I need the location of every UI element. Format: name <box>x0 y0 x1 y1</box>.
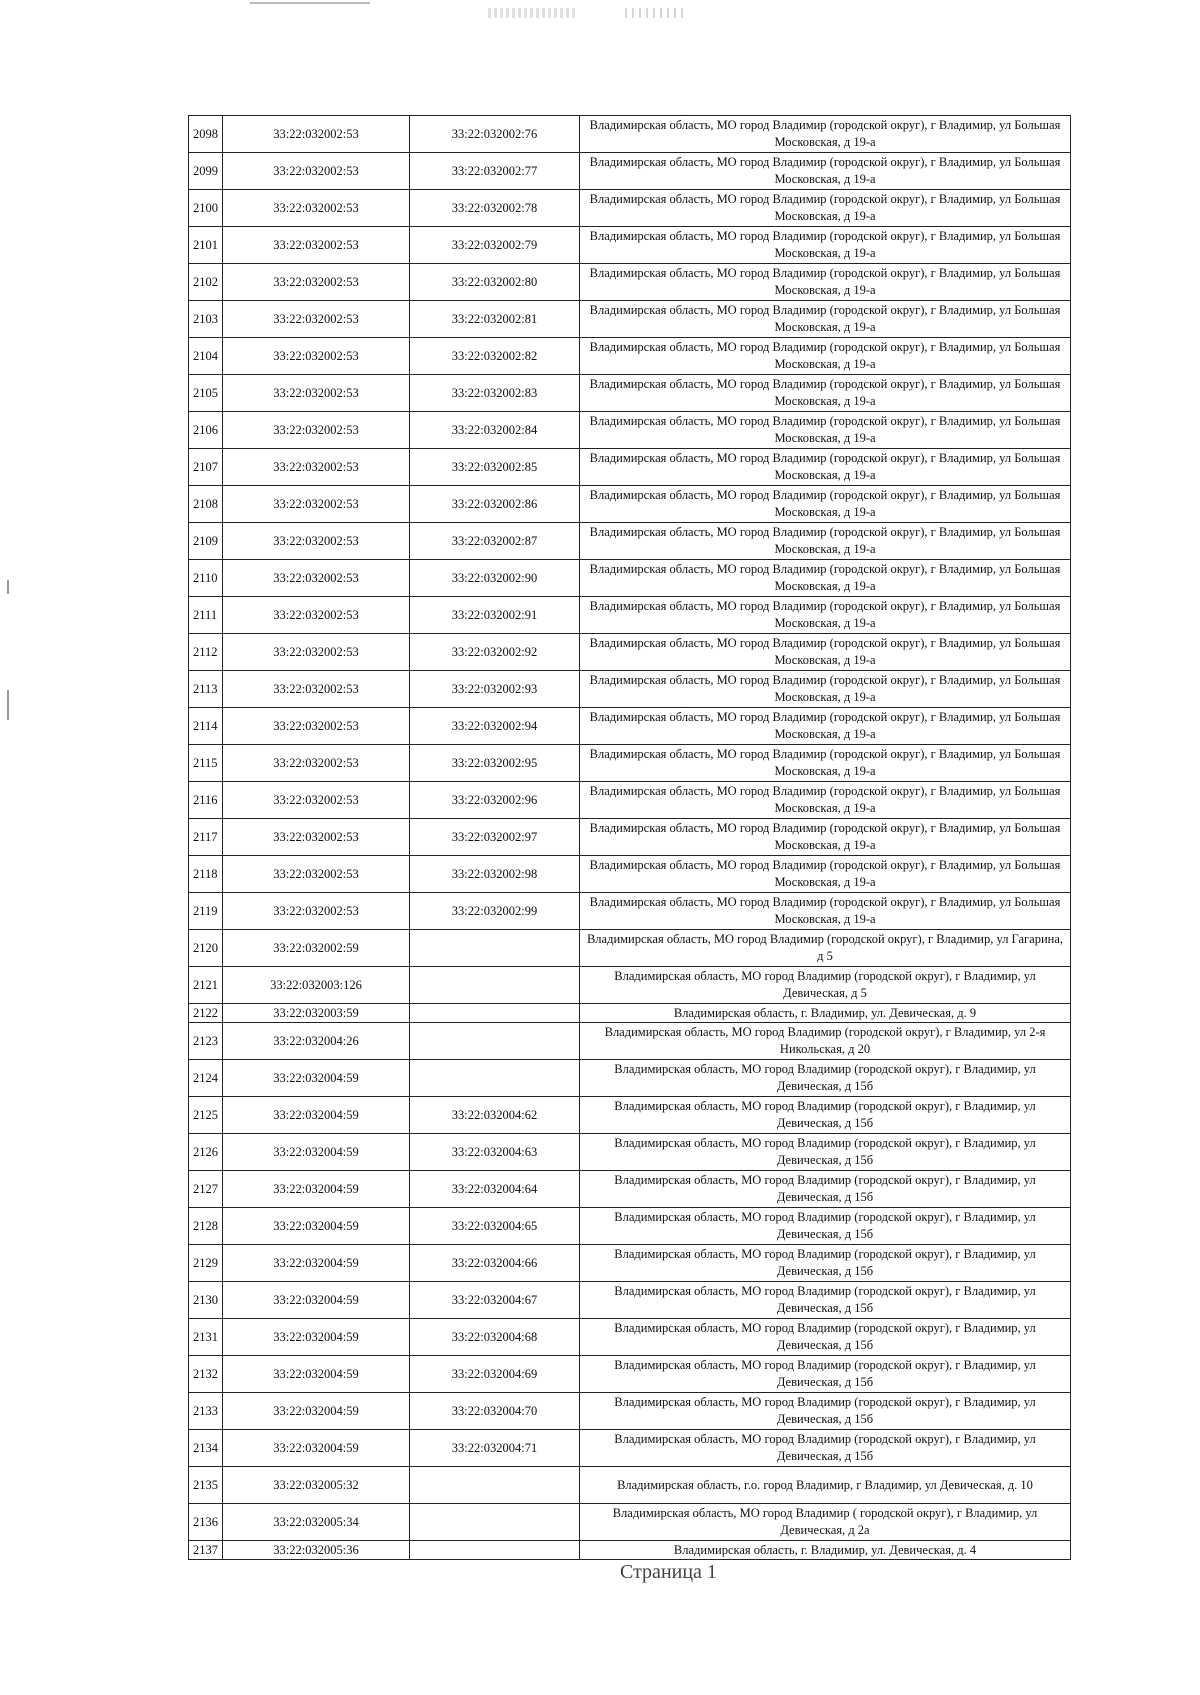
child-cadastral-number: 33:22:032004:71 <box>410 1430 580 1467</box>
table-row <box>189 190 1071 227</box>
row-number: 2133 <box>189 1393 223 1430</box>
table-row <box>189 1282 1071 1319</box>
parent-cadastral-number: 33:22:032002:53 <box>223 375 410 412</box>
row-number: 2120 <box>189 930 223 967</box>
row-number: 2113 <box>189 671 223 708</box>
address-cell: Владимирская область, МО город Владимир (городской округ), г Владимир, ул Большая Московская, д 19-а <box>580 375 1071 412</box>
scan-artifact <box>250 2 370 4</box>
scan-artifact <box>488 8 578 18</box>
table-row <box>189 1004 1071 1023</box>
table-row <box>189 745 1071 782</box>
table-row <box>189 1541 1071 1560</box>
address-cell: Владимирская область, МО город Владимир (городской округ), г Владимир, ул Большая Московская, д 19-а <box>580 264 1071 301</box>
address-cell: Владимирская область, МО город Владимир (городской округ), г Владимир, ул Девическая, д 15б <box>580 1282 1071 1319</box>
child-cadastral-number <box>410 1541 580 1560</box>
parent-cadastral-number: 33:22:032002:53 <box>223 449 410 486</box>
row-number: 2099 <box>189 153 223 190</box>
table-row <box>189 116 1071 153</box>
table-row <box>189 1430 1071 1467</box>
parent-cadastral-number: 33:22:032004:59 <box>223 1245 410 1282</box>
row-number: 2125 <box>189 1097 223 1134</box>
table-row <box>189 1134 1071 1171</box>
child-cadastral-number: 33:22:032002:97 <box>410 819 580 856</box>
address-cell: Владимирская область, МО город Владимир (городской округ), г Владимир, ул Большая Московская, д 19-а <box>580 708 1071 745</box>
child-cadastral-number: 33:22:032002:90 <box>410 560 580 597</box>
parent-cadastral-number: 33:22:032004:59 <box>223 1134 410 1171</box>
table-row <box>189 1097 1071 1134</box>
table-row <box>189 1356 1071 1393</box>
child-cadastral-number <box>410 1467 580 1504</box>
row-number: 2129 <box>189 1245 223 1282</box>
address-cell: Владимирская область, МО город Владимир (городской округ), г Владимир, ул Большая Московская, д 19-а <box>580 782 1071 819</box>
row-number: 2114 <box>189 708 223 745</box>
child-cadastral-number: 33:22:032004:64 <box>410 1171 580 1208</box>
parent-cadastral-number: 33:22:032002:53 <box>223 560 410 597</box>
address-cell: Владимирская область, МО город Владимир (городской округ), г Владимир, ул Девическая, д 15б <box>580 1356 1071 1393</box>
address-cell: Владимирская область, МО город Владимир (городской округ), г Владимир, ул Гагарина, д 5 <box>580 930 1071 967</box>
parent-cadastral-number: 33:22:032004:59 <box>223 1060 410 1097</box>
address-cell: Владимирская область, МО город Владимир (городской округ), г Владимир, ул Большая Московская, д 19-а <box>580 227 1071 264</box>
parent-cadastral-number: 33:22:032002:53 <box>223 523 410 560</box>
row-number: 2104 <box>189 338 223 375</box>
address-cell: Владимирская область, МО город Владимир ( городской округ), г Владимир, ул Девическая, д 2а <box>580 1504 1071 1541</box>
parent-cadastral-number: 33:22:032002:53 <box>223 116 410 153</box>
child-cadastral-number: 33:22:032002:83 <box>410 375 580 412</box>
row-number: 2103 <box>189 301 223 338</box>
parent-cadastral-number: 33:22:032002:53 <box>223 856 410 893</box>
parent-cadastral-number: 33:22:032002:53 <box>223 338 410 375</box>
row-number: 2106 <box>189 412 223 449</box>
table-row <box>189 523 1071 560</box>
table-row <box>189 486 1071 523</box>
address-cell: Владимирская область, МО город Владимир (городской округ), г Владимир, ул Девическая, д 15б <box>580 1171 1071 1208</box>
address-cell: Владимирская область, г. Владимир, ул. Девическая, д. 4 <box>580 1541 1071 1560</box>
child-cadastral-number: 33:22:032002:98 <box>410 856 580 893</box>
parent-cadastral-number: 33:22:032004:59 <box>223 1282 410 1319</box>
parent-cadastral-number: 33:22:032005:36 <box>223 1541 410 1560</box>
child-cadastral-number: 33:22:032002:78 <box>410 190 580 227</box>
parent-cadastral-number: 33:22:032004:59 <box>223 1208 410 1245</box>
row-number: 2111 <box>189 597 223 634</box>
child-cadastral-number: 33:22:032002:95 <box>410 745 580 782</box>
table-row <box>189 1171 1071 1208</box>
row-number: 2132 <box>189 1356 223 1393</box>
row-number: 2112 <box>189 634 223 671</box>
parent-cadastral-number: 33:22:032004:26 <box>223 1023 410 1060</box>
child-cadastral-number: 33:22:032002:91 <box>410 597 580 634</box>
table-row <box>189 153 1071 190</box>
table-row <box>189 597 1071 634</box>
child-cadastral-number: 33:22:032002:99 <box>410 893 580 930</box>
page-label: Страница 1 <box>620 1561 717 1583</box>
parent-cadastral-number: 33:22:032002:53 <box>223 227 410 264</box>
table-row <box>189 1393 1071 1430</box>
address-cell: Владимирская область, МО город Владимир (городской округ), г Владимир, ул Девическая, д 15б <box>580 1097 1071 1134</box>
address-cell: Владимирская область, МО город Владимир (городской округ), г Владимир, ул Большая Московская, д 19-а <box>580 745 1071 782</box>
child-cadastral-number <box>410 1504 580 1541</box>
table-row <box>189 819 1071 856</box>
address-cell: Владимирская область, МО город Владимир (городской округ), г Владимир, ул Девическая, д 15б <box>580 1393 1071 1430</box>
parent-cadastral-number: 33:22:032004:59 <box>223 1171 410 1208</box>
table-row <box>189 301 1071 338</box>
child-cadastral-number: 33:22:032004:67 <box>410 1282 580 1319</box>
row-number: 2135 <box>189 1467 223 1504</box>
address-cell: Владимирская область, МО город Владимир (городской округ), г Владимир, ул Большая Московская, д 19-а <box>580 153 1071 190</box>
document-table-container <box>188 115 1070 1560</box>
table-row <box>189 449 1071 486</box>
row-number: 2124 <box>189 1060 223 1097</box>
table-row <box>189 375 1071 412</box>
child-cadastral-number <box>410 1060 580 1097</box>
address-cell: Владимирская область, МО город Владимир (городской округ), г Владимир, ул Девическая, д 5 <box>580 967 1071 1004</box>
address-cell: Владимирская область, МО город Владимир (городской округ), г Владимир, ул Большая Московская, д 19-а <box>580 116 1071 153</box>
child-cadastral-number: 33:22:032002:86 <box>410 486 580 523</box>
row-number: 2098 <box>189 116 223 153</box>
row-number: 2128 <box>189 1208 223 1245</box>
parent-cadastral-number: 33:22:032004:59 <box>223 1393 410 1430</box>
row-number: 2102 <box>189 264 223 301</box>
row-number: 2100 <box>189 190 223 227</box>
child-cadastral-number <box>410 967 580 1004</box>
row-number: 2130 <box>189 1282 223 1319</box>
parent-cadastral-number: 33:22:032004:59 <box>223 1430 410 1467</box>
parent-cadastral-number: 33:22:032002:59 <box>223 930 410 967</box>
parent-cadastral-number: 33:22:032002:53 <box>223 153 410 190</box>
row-number: 2109 <box>189 523 223 560</box>
table-body <box>189 116 1071 1560</box>
table-row <box>189 338 1071 375</box>
address-cell: Владимирская область, г. Владимир, ул. Девическая, д. 9 <box>580 1004 1071 1023</box>
address-cell: Владимирская область, МО город Владимир (городской округ), г Владимир, ул Девическая, д 15б <box>580 1134 1071 1171</box>
address-cell: Владимирская область, МО город Владимир (городской округ), г Владимир, ул Девическая, д 15б <box>580 1245 1071 1282</box>
child-cadastral-number: 33:22:032002:84 <box>410 412 580 449</box>
child-cadastral-number <box>410 1004 580 1023</box>
child-cadastral-number: 33:22:032002:96 <box>410 782 580 819</box>
row-number: 2110 <box>189 560 223 597</box>
address-cell: Владимирская область, МО город Владимир (городской округ), г Владимир, ул Большая Московская, д 19-а <box>580 486 1071 523</box>
address-cell: Владимирская область, МО город Владимир (городской округ), г Владимир, ул 2-я Никольская, д 20 <box>580 1023 1071 1060</box>
parent-cadastral-number: 33:22:032004:59 <box>223 1356 410 1393</box>
parent-cadastral-number: 33:22:032002:53 <box>223 671 410 708</box>
table-row <box>189 1245 1071 1282</box>
row-number: 2123 <box>189 1023 223 1060</box>
row-number: 2134 <box>189 1430 223 1467</box>
table-row <box>189 227 1071 264</box>
child-cadastral-number: 33:22:032004:62 <box>410 1097 580 1134</box>
row-number: 2137 <box>189 1541 223 1560</box>
row-number: 2119 <box>189 893 223 930</box>
child-cadastral-number: 33:22:032004:70 <box>410 1393 580 1430</box>
parent-cadastral-number: 33:22:032002:53 <box>223 264 410 301</box>
table-row <box>189 1060 1071 1097</box>
table-row <box>189 1467 1071 1504</box>
child-cadastral-number: 33:22:032002:79 <box>410 227 580 264</box>
parent-cadastral-number: 33:22:032002:53 <box>223 486 410 523</box>
scan-artifact <box>625 8 685 18</box>
table-row <box>189 1208 1071 1245</box>
address-cell: Владимирская область, г.о. город Владимир, г Владимир, ул Девическая, д. 10 <box>580 1467 1071 1504</box>
parent-cadastral-number: 33:22:032002:53 <box>223 745 410 782</box>
child-cadastral-number <box>410 1023 580 1060</box>
child-cadastral-number <box>410 930 580 967</box>
child-cadastral-number: 33:22:032004:65 <box>410 1208 580 1245</box>
parent-cadastral-number: 33:22:032005:32 <box>223 1467 410 1504</box>
parent-cadastral-number: 33:22:032002:53 <box>223 634 410 671</box>
parent-cadastral-number: 33:22:032002:53 <box>223 893 410 930</box>
address-cell: Владимирская область, МО город Владимир (городской округ), г Владимир, ул Девическая, д 15б <box>580 1319 1071 1356</box>
table-row <box>189 856 1071 893</box>
address-cell: Владимирская область, МО город Владимир (городской округ), г Владимир, ул Большая Московская, д 19-а <box>580 819 1071 856</box>
parent-cadastral-number: 33:22:032005:34 <box>223 1504 410 1541</box>
table-row <box>189 893 1071 930</box>
address-cell: Владимирская область, МО город Владимир (городской округ), г Владимир, ул Большая Московская, д 19-а <box>580 523 1071 560</box>
row-number: 2105 <box>189 375 223 412</box>
parent-cadastral-number: 33:22:032002:53 <box>223 190 410 227</box>
row-number: 2118 <box>189 856 223 893</box>
parent-cadastral-number: 33:22:032002:53 <box>223 819 410 856</box>
address-cell: Владимирская область, МО город Владимир (городской округ), г Владимир, ул Большая Московская, д 19-а <box>580 449 1071 486</box>
address-cell: Владимирская область, МО город Владимир (городской округ), г Владимир, ул Девическая, д 15б <box>580 1060 1071 1097</box>
child-cadastral-number: 33:22:032004:68 <box>410 1319 580 1356</box>
child-cadastral-number: 33:22:032002:93 <box>410 671 580 708</box>
table-row <box>189 412 1071 449</box>
parent-cadastral-number: 33:22:032002:53 <box>223 301 410 338</box>
child-cadastral-number: 33:22:032002:92 <box>410 634 580 671</box>
parent-cadastral-number: 33:22:032004:59 <box>223 1097 410 1134</box>
table-row <box>189 1319 1071 1356</box>
address-cell: Владимирская область, МО город Владимир (городской округ), г Владимир, ул Большая Московская, д 19-а <box>580 301 1071 338</box>
row-number: 2126 <box>189 1134 223 1171</box>
row-number: 2117 <box>189 819 223 856</box>
address-cell: Владимирская область, МО город Владимир (городской округ), г Владимир, ул Большая Московская, д 19-а <box>580 338 1071 375</box>
row-number: 2131 <box>189 1319 223 1356</box>
table-row <box>189 930 1071 967</box>
row-number: 2127 <box>189 1171 223 1208</box>
row-number: 2121 <box>189 967 223 1004</box>
address-cell: Владимирская область, МО город Владимир (городской округ), г Владимир, ул Большая Московская, д 19-а <box>580 190 1071 227</box>
child-cadastral-number: 33:22:032002:85 <box>410 449 580 486</box>
cadastral-table <box>188 115 1071 1560</box>
address-cell: Владимирская область, МО город Владимир (городской округ), г Владимир, ул Большая Московская, д 19-а <box>580 634 1071 671</box>
row-number: 2116 <box>189 782 223 819</box>
child-cadastral-number: 33:22:032002:81 <box>410 301 580 338</box>
row-number: 2136 <box>189 1504 223 1541</box>
child-cadastral-number: 33:22:032002:94 <box>410 708 580 745</box>
child-cadastral-number: 33:22:032004:63 <box>410 1134 580 1171</box>
table-row <box>189 708 1071 745</box>
parent-cadastral-number: 33:22:032002:53 <box>223 597 410 634</box>
scan-artifact <box>7 690 9 720</box>
address-cell: Владимирская область, МО город Владимир (городской округ), г Владимир, ул Девическая, д 15б <box>580 1208 1071 1245</box>
address-cell: Владимирская область, МО город Владимир (городской округ), г Владимир, ул Большая Московская, д 19-а <box>580 671 1071 708</box>
scan-artifact <box>7 580 9 594</box>
address-cell: Владимирская область, МО город Владимир (городской округ), г Владимир, ул Большая Московская, д 19-а <box>580 856 1071 893</box>
row-number: 2115 <box>189 745 223 782</box>
row-number: 2101 <box>189 227 223 264</box>
table-row <box>189 1504 1071 1541</box>
parent-cadastral-number: 33:22:032002:53 <box>223 708 410 745</box>
table-row <box>189 782 1071 819</box>
row-number: 2107 <box>189 449 223 486</box>
address-cell: Владимирская область, МО город Владимир (городской округ), г Владимир, ул Большая Московская, д 19-а <box>580 560 1071 597</box>
address-cell: Владимирская область, МО город Владимир (городской округ), г Владимир, ул Большая Московская, д 19-а <box>580 893 1071 930</box>
child-cadastral-number: 33:22:032002:82 <box>410 338 580 375</box>
child-cadastral-number: 33:22:032002:80 <box>410 264 580 301</box>
table-row <box>189 671 1071 708</box>
table-row <box>189 967 1071 1004</box>
table-row <box>189 264 1071 301</box>
table-row <box>189 560 1071 597</box>
table-row <box>189 1023 1071 1060</box>
parent-cadastral-number: 33:22:032003:126 <box>223 967 410 1004</box>
row-number: 2108 <box>189 486 223 523</box>
child-cadastral-number: 33:22:032002:77 <box>410 153 580 190</box>
child-cadastral-number: 33:22:032004:66 <box>410 1245 580 1282</box>
parent-cadastral-number: 33:22:032003:59 <box>223 1004 410 1023</box>
address-cell: Владимирская область, МО город Владимир (городской округ), г Владимир, ул Большая Московская, д 19-а <box>580 412 1071 449</box>
child-cadastral-number: 33:22:032002:76 <box>410 116 580 153</box>
address-cell: Владимирская область, МО город Владимир (городской округ), г Владимир, ул Большая Московская, д 19-а <box>580 597 1071 634</box>
row-number: 2122 <box>189 1004 223 1023</box>
child-cadastral-number: 33:22:032002:87 <box>410 523 580 560</box>
child-cadastral-number: 33:22:032004:69 <box>410 1356 580 1393</box>
parent-cadastral-number: 33:22:032002:53 <box>223 412 410 449</box>
address-cell: Владимирская область, МО город Владимир (городской округ), г Владимир, ул Девическая, д 15б <box>580 1430 1071 1467</box>
table-row <box>189 634 1071 671</box>
parent-cadastral-number: 33:22:032002:53 <box>223 782 410 819</box>
parent-cadastral-number: 33:22:032004:59 <box>223 1319 410 1356</box>
